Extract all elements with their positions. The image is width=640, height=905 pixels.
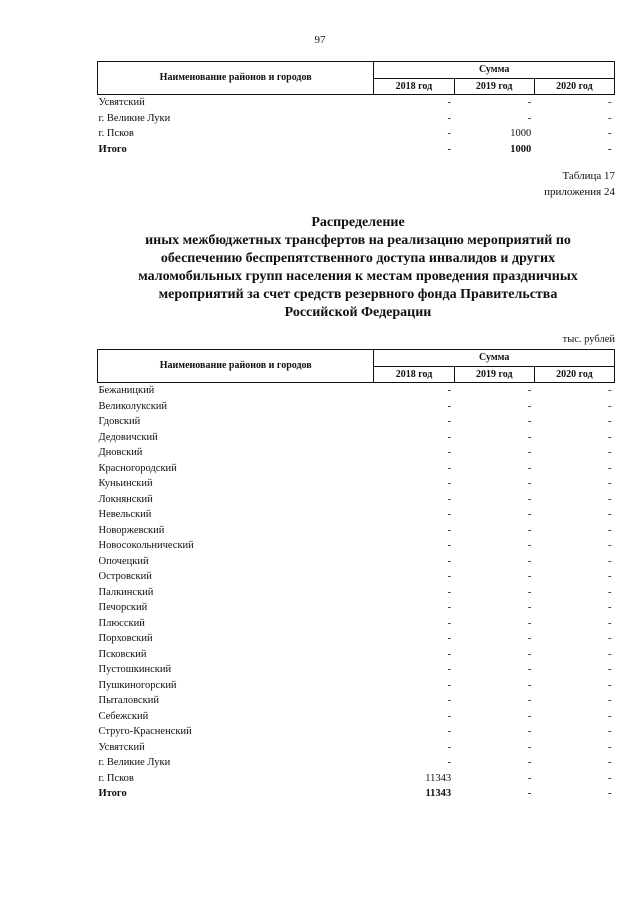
column-header-2018: 2018 год — [374, 366, 454, 383]
table-row — [98, 755, 615, 771]
value-2020: - — [608, 648, 612, 660]
total-row — [98, 786, 615, 802]
value-2018: - — [447, 462, 452, 474]
value-2020: - — [608, 509, 612, 520]
value-2020: - — [608, 633, 612, 644]
value-2019: - — [527, 602, 532, 613]
table-row — [98, 476, 615, 492]
row-name: Красногородский — [98, 462, 177, 474]
row-name: Плюсский — [98, 617, 145, 629]
column-header-2018: 2018 год — [374, 78, 454, 95]
value-2020: - — [608, 540, 612, 551]
value-2020: - — [608, 478, 612, 489]
table-row — [98, 569, 615, 585]
table-row — [98, 647, 615, 663]
row-name: Опочецкий — [98, 555, 149, 567]
row-name: Куньинский — [98, 478, 153, 489]
total-2019: 1000 — [510, 143, 532, 155]
column-header-2019: 2019 год — [454, 366, 534, 383]
value-2018: - — [447, 710, 452, 722]
table-row — [98, 430, 615, 446]
value-2019: - — [527, 772, 532, 784]
value-2018: - — [447, 524, 452, 536]
row-name: Струго-Красненский — [98, 726, 192, 737]
value-2020: - — [608, 617, 612, 629]
value-2018: - — [447, 617, 452, 629]
row-name: г. Псков — [98, 772, 134, 784]
value-2018: - — [447, 128, 451, 139]
value-2020: - — [608, 385, 612, 396]
value-2020: - — [608, 695, 612, 706]
title-line: маломобильных групп населения к местам проведения праздничных — [138, 269, 578, 284]
value-2020: - — [608, 571, 612, 582]
value-2019: - — [527, 540, 532, 551]
value-2018: - — [447, 648, 452, 660]
value-2018: - — [447, 478, 452, 489]
value-2019: - — [527, 757, 532, 768]
table-row — [98, 771, 615, 787]
column-header-2019: 2019 год — [454, 78, 534, 95]
value-2019: - — [527, 679, 532, 691]
row-name: Невельский — [98, 509, 152, 520]
row-name: Дновский — [98, 447, 143, 458]
table-row — [98, 523, 615, 539]
value-2020: - — [608, 462, 612, 474]
value-2018: - — [447, 400, 452, 412]
row-name: Палкинский — [98, 586, 154, 598]
table-row — [98, 111, 615, 127]
value-2020: - — [608, 97, 612, 108]
value-2018: - — [447, 112, 451, 124]
value-2019: - — [527, 710, 532, 722]
row-name: Порховский — [98, 633, 153, 644]
total-label: Итого — [98, 788, 127, 799]
value-2020: - — [608, 710, 612, 722]
value-2018: - — [447, 726, 452, 737]
total-2018: - — [447, 143, 451, 155]
row-name: Великолукский — [98, 400, 168, 412]
value-2020: - — [608, 726, 612, 737]
value-2018: - — [447, 586, 452, 598]
value-2020: - — [608, 112, 612, 124]
value-2020: - — [608, 524, 612, 536]
title-line: Российской Федерации — [284, 305, 432, 320]
table-row — [98, 554, 615, 570]
value-2020: - — [608, 664, 612, 675]
value-2020: - — [608, 447, 612, 458]
value-2019: - — [527, 493, 532, 505]
value-2020: - — [608, 400, 612, 412]
row-name: Псковский — [98, 648, 147, 660]
total-label: Итого — [98, 143, 127, 155]
table-row — [98, 724, 615, 740]
value-2018: - — [447, 431, 452, 443]
value-2019: - — [527, 524, 532, 536]
value-2018: - — [447, 97, 451, 108]
row-name: Бежаницкий — [98, 385, 155, 396]
budget-table-main — [97, 349, 615, 802]
value-2018: - — [447, 695, 452, 706]
value-2019: - — [527, 97, 532, 108]
value-2019: - — [527, 571, 532, 582]
row-name: Усвятский — [98, 97, 145, 108]
table-row — [98, 383, 615, 399]
title-line: обеспечению беспрепятственного доступа инвалидов и других — [160, 251, 556, 266]
row-name: Островский — [98, 571, 152, 582]
column-header-name: Наименование районов и городов — [98, 350, 374, 383]
table-row — [98, 585, 615, 601]
total-2019: - — [527, 788, 532, 799]
value-2018: - — [447, 416, 452, 427]
row-name: Печорский — [98, 602, 148, 613]
column-header-sum: Сумма — [374, 350, 615, 367]
page-number: 97 — [314, 34, 326, 46]
value-2018: - — [447, 493, 452, 505]
row-name: Усвятский — [98, 741, 145, 753]
value-2019: - — [527, 431, 532, 443]
value-2018: - — [447, 664, 452, 675]
table-row — [98, 445, 615, 461]
table-row — [98, 538, 615, 554]
column-header-2020: 2020 год — [534, 366, 614, 383]
value-2019: - — [527, 726, 532, 737]
value-2019: - — [527, 385, 532, 396]
table-row — [98, 662, 615, 678]
value-2018: - — [447, 447, 452, 458]
table-row — [98, 461, 615, 477]
row-name: Пушкиногорский — [98, 679, 177, 691]
row-name: Локнянский — [98, 493, 153, 505]
table-row — [98, 631, 615, 647]
value-2020: - — [608, 772, 612, 784]
row-name: Дедовичский — [98, 431, 158, 443]
value-2020: - — [608, 757, 612, 768]
value-2020: - — [608, 602, 612, 613]
value-2019: - — [527, 741, 532, 753]
row-name: Гдовский — [98, 416, 141, 427]
value-2018: - — [447, 385, 452, 396]
value-2018: - — [447, 540, 452, 551]
table-row — [98, 740, 615, 756]
table-row — [98, 600, 615, 616]
document-title — [60, 214, 640, 322]
row-name: г. Великие Луки — [98, 112, 171, 124]
value-2019: - — [527, 112, 532, 124]
value-2019: - — [527, 478, 532, 489]
value-2020: - — [608, 431, 612, 443]
value-2020: - — [608, 586, 612, 598]
budget-table-continued — [97, 61, 615, 157]
row-name: г. Великие Луки — [98, 757, 171, 768]
table-row — [98, 507, 615, 523]
table-row — [98, 709, 615, 725]
value-2019: 1000 — [510, 128, 532, 139]
value-2019: - — [527, 617, 532, 629]
value-2020: - — [608, 493, 612, 505]
value-2018: - — [447, 571, 452, 582]
value-2018: - — [447, 633, 452, 644]
title-line: мероприятий за счет средств резервного фонда Правительства — [158, 287, 558, 302]
value-2020: - — [608, 416, 612, 427]
table-row — [98, 414, 615, 430]
title-line: иных межбюджетных трансфертов на реализацию мероприятий по — [145, 233, 571, 248]
table-row — [98, 492, 615, 508]
value-2018: - — [447, 679, 452, 691]
title-line: Распределение — [311, 215, 405, 230]
row-name: г. Псков — [98, 128, 134, 139]
table-row — [98, 678, 615, 694]
units-label: тыс. рублей — [562, 334, 615, 345]
row-name: Пыталовский — [98, 695, 159, 706]
value-2019: - — [527, 416, 532, 427]
row-name: Себежский — [98, 710, 149, 722]
value-2019: - — [527, 447, 532, 458]
table-row — [98, 616, 615, 632]
column-header-2020: 2020 год — [534, 78, 614, 95]
table-row — [98, 399, 615, 415]
value-2018: 11343 — [425, 772, 452, 784]
value-2019: - — [527, 586, 532, 598]
column-header-sum: Сумма — [374, 62, 615, 79]
value-2019: - — [527, 555, 532, 567]
value-2018: - — [447, 602, 452, 613]
table-number: Таблица 17 — [562, 170, 615, 182]
total-2020: - — [608, 788, 612, 799]
total-2020: - — [608, 143, 612, 155]
row-name: Пустошкинский — [98, 664, 172, 675]
table-row — [98, 126, 615, 142]
row-name: Новоржевский — [98, 524, 165, 536]
value-2020: - — [608, 741, 612, 753]
column-header-name: Наименование районов и городов — [98, 62, 374, 95]
value-2018: - — [447, 555, 452, 567]
value-2019: - — [527, 664, 532, 675]
appendix-reference: приложения 24 — [544, 186, 615, 198]
value-2018: - — [447, 509, 452, 520]
value-2020: - — [608, 555, 612, 567]
value-2018: - — [447, 757, 452, 768]
value-2019: - — [527, 462, 532, 474]
row-name: Новосокольнический — [98, 540, 194, 551]
value-2019: - — [527, 400, 532, 412]
value-2019: - — [527, 695, 532, 706]
value-2018: - — [447, 741, 452, 753]
value-2020: - — [608, 679, 612, 691]
value-2020: - — [608, 128, 612, 139]
value-2019: - — [527, 648, 532, 660]
table-row — [98, 693, 615, 709]
total-2018: 11343 — [425, 788, 452, 799]
value-2019: - — [527, 509, 532, 520]
table-row — [98, 95, 615, 111]
value-2019: - — [527, 633, 532, 644]
total-row — [98, 142, 615, 158]
